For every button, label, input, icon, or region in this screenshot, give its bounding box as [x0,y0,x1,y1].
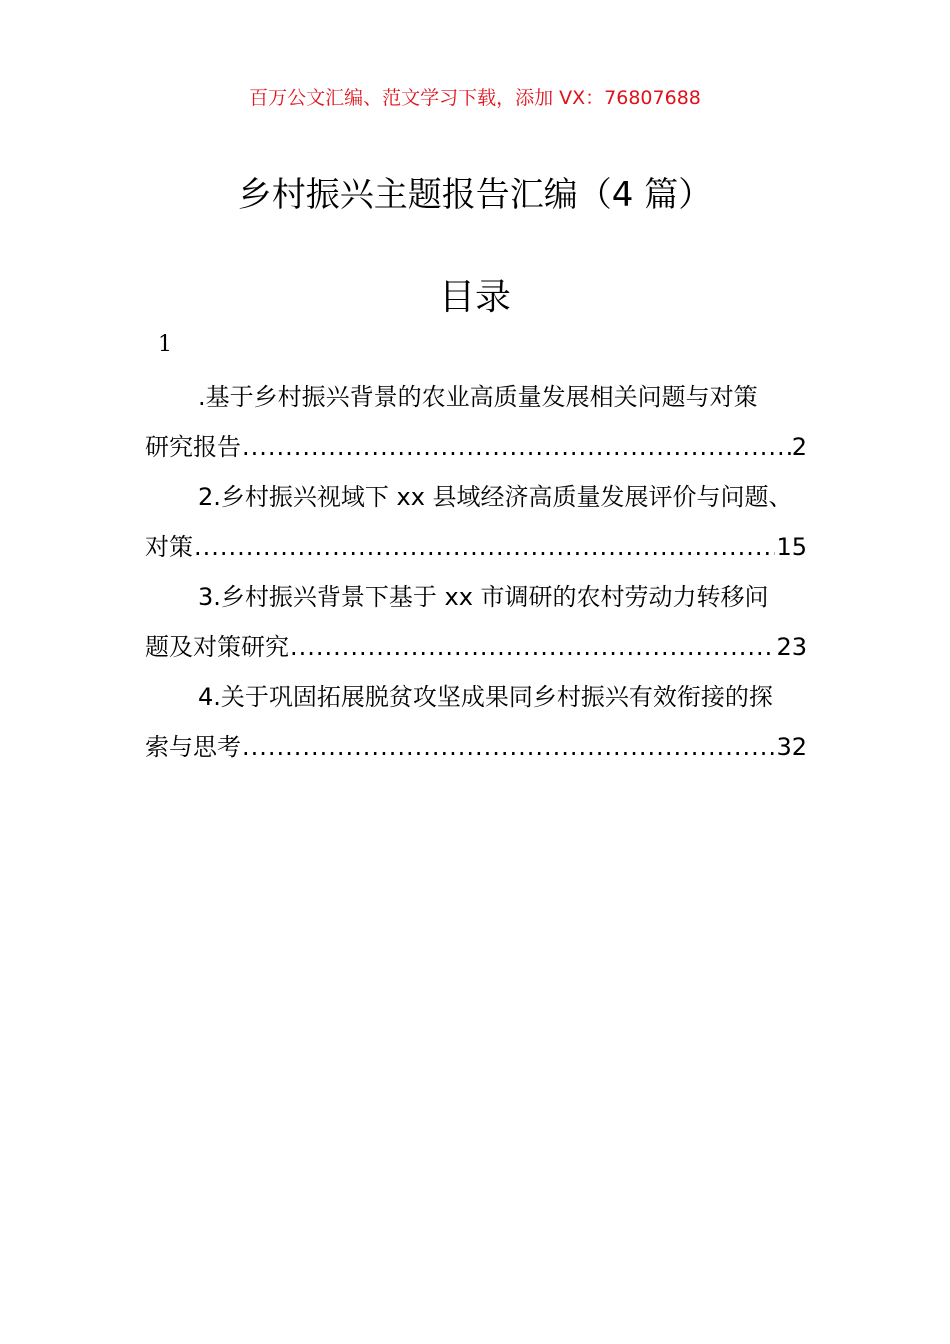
dot-leader [290,622,775,672]
stray-number: 1 [158,332,172,357]
dot-leader [242,722,775,772]
toc-entry-title-tail: 索与思考 [145,733,241,761]
dot-leader [194,522,775,572]
toc-entry-1[interactable] [145,372,807,472]
toc-entry-continuation [145,422,807,472]
toc-page-number: 23 [776,633,807,661]
toc-entry-continuation [145,522,807,572]
toc-entry-title-line: 3.乡村振兴背景下基于 xx 市调研的农村劳动力转移问 [198,583,769,611]
toc-entry-3[interactable] [145,572,807,672]
toc-heading: 目录 [438,277,511,318]
toc-entry-title-tail: 题及对策研究 [145,633,289,661]
toc-entry-4[interactable] [145,672,807,772]
toc-page-number: 32 [776,733,807,761]
table-of-contents [145,372,807,772]
toc-entry-continuation [145,622,807,672]
toc-entry-title-tail: 对策 [145,533,193,561]
toc-entry-continuation [145,722,807,772]
dot-leader [242,422,791,472]
document-title: 乡村振兴主题报告汇编（4 篇） [237,175,713,215]
toc-entry-2[interactable] [145,472,807,572]
toc-entry-title-line: 4.关于巩固拓展脱贫攻坚成果同乡村振兴有效衔接的探 [198,683,773,711]
toc-entry-title-line: .基于乡村振兴背景的农业高质量发展相关问题与对策 [198,383,758,411]
toc-page-number: 2 [791,433,807,461]
toc-page-number: 15 [776,533,807,561]
promo-banner: 百万公文汇编、范文学习下载，添加 VX：76807688 [249,87,701,109]
toc-entry-title-line: 2.乡村振兴视域下 xx 县域经济高质量发展评价与问题、 [198,483,793,511]
toc-entry-title-tail: 研究报告 [145,433,241,461]
